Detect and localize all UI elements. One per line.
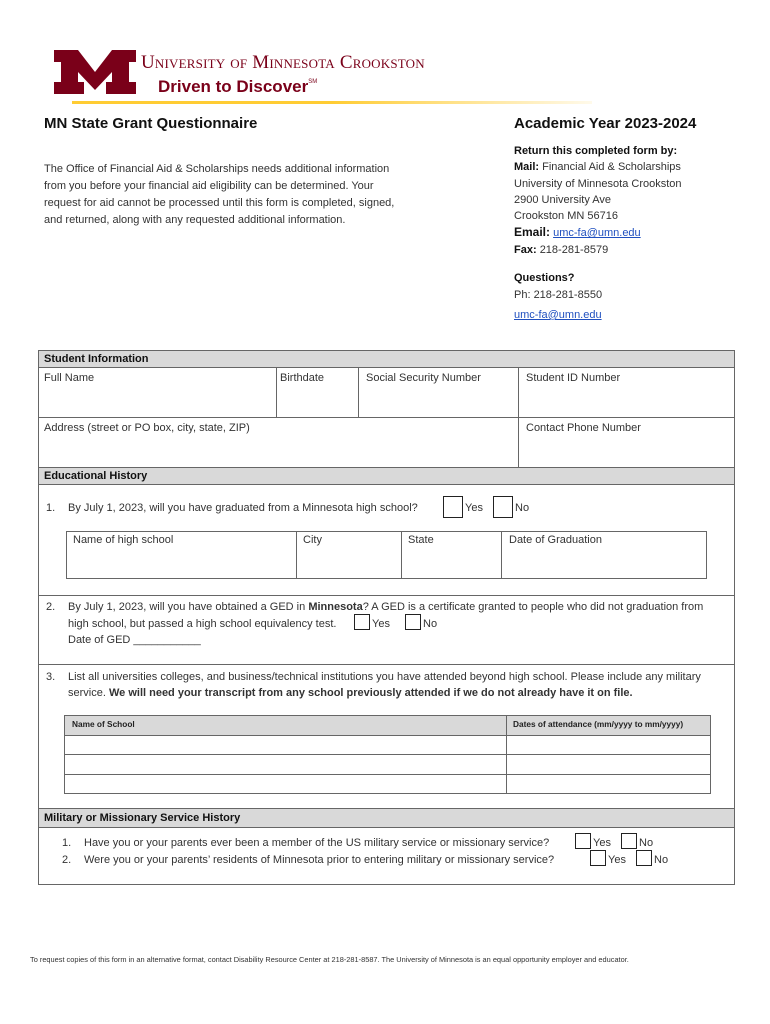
q3-text: List all universities colleges, and business/technical institutions you have attended beyond high school. Please include any military <box>68 671 701 683</box>
hs-grad-date-field[interactable]: Date of Graduation <box>509 534 602 546</box>
attendance-dates-header: Dates of attendance (mm/yyyy to mm/yyyy) <box>513 719 684 729</box>
q1-no-checkbox[interactable] <box>493 496 513 518</box>
return-instructions: Return this completed form by: Mail: Financial Aid & Scholarships University of Minnesota Crookston 2900 University Ave Crookston MN 56716 Email: umc-fa@umn.edu Fax: 218-281-8579 <box>514 143 744 258</box>
header-rule <box>72 101 592 104</box>
q3-text-line2: service. We will need your transcript from any school previously attended if we do not already have it on file. <box>68 687 633 699</box>
q2-yes-checkbox[interactable] <box>354 614 370 630</box>
q1-yes-checkbox[interactable] <box>443 496 463 518</box>
form-title: MN State Grant Questionnaire <box>44 115 258 132</box>
university-m-logo <box>54 50 136 94</box>
school-row-2-name[interactable] <box>65 755 506 774</box>
military-q1-yes-checkbox[interactable] <box>575 833 591 849</box>
q1-text: By July 1, 2023, will you have graduated from a Minnesota high school? <box>68 502 418 514</box>
questions-email-link[interactable]: umc-fa@umn.edu <box>514 309 602 321</box>
intro-paragraph: The Office of Financial Aid & Scholarships needs additional information from you before your financial aid eligibility can be determined. Your request for aid cannot be processed until this form is completed, signed, and returned, along with any requested additional information. <box>44 163 395 226</box>
school-row-3-dates[interactable] <box>507 775 710 793</box>
address-field[interactable]: Address (street or PO box, city, state, ZIP) <box>44 422 250 434</box>
q2-no-checkbox[interactable] <box>405 614 421 630</box>
hs-name-field[interactable]: Name of high school <box>73 534 174 546</box>
return-heading: Return this completed form by: <box>514 145 678 157</box>
birthdate-field[interactable]: Birthdate <box>280 372 325 384</box>
military-q2-yes-checkbox[interactable] <box>590 850 606 866</box>
military-q1-text: Have you or your parents ever been a member of the US military service or missionary service? <box>84 837 550 849</box>
school-row-2-dates[interactable] <box>507 755 710 774</box>
military-q2-text: Were you or your parents’ residents of Minnesota prior to entering military or missionary service? <box>84 854 555 866</box>
school-name-header: Name of School <box>72 719 135 729</box>
school-row-1-name[interactable] <box>65 736 506 754</box>
full-name-field[interactable]: Full Name <box>44 372 95 384</box>
questions-contact: Questions? Ph: 218-281-8550 umc-fa@umn.edu <box>514 272 603 321</box>
student-id-field[interactable]: Student ID Number <box>526 372 621 384</box>
tagline: Driven to Discover℠ <box>158 77 318 96</box>
military-q2-no-checkbox[interactable] <box>636 850 652 866</box>
q2-text-line2: high school, but passed a high school equivalency test. <box>68 618 337 630</box>
ssn-field[interactable]: Social Security Number <box>366 372 481 384</box>
school-row-3-name[interactable] <box>65 775 506 793</box>
q2-text: By July 1, 2023, will you have obtained a GED in Minnesota? A GED is a certificate granted to people who did not graduation from <box>68 601 704 613</box>
educational-history-heading: Educational History <box>39 468 734 485</box>
military-q1-no-checkbox[interactable] <box>621 833 637 849</box>
university-name: University of Minnesota Crookston <box>141 52 425 73</box>
hs-city-field[interactable]: City <box>303 534 322 546</box>
military-heading: Military or Missionary Service History <box>39 809 734 828</box>
student-info-heading: Student Information <box>39 351 734 368</box>
school-row-1-dates[interactable] <box>507 736 710 754</box>
hs-state-field[interactable]: State <box>408 534 434 546</box>
academic-year: Academic Year 2023-2024 <box>514 115 697 132</box>
student-info-section <box>38 350 735 468</box>
ged-date-field[interactable]: Date of GED ___________ <box>68 634 201 646</box>
footer-notice: To request copies of this form in an alternative format, contact Disability Resource Center at 218-281-8587. The University of Minnesota is an equal opportunity employer and educator. <box>30 955 629 964</box>
contact-phone-field[interactable]: Contact Phone Number <box>526 422 641 434</box>
return-email-link[interactable]: umc-fa@umn.edu <box>553 227 641 240</box>
